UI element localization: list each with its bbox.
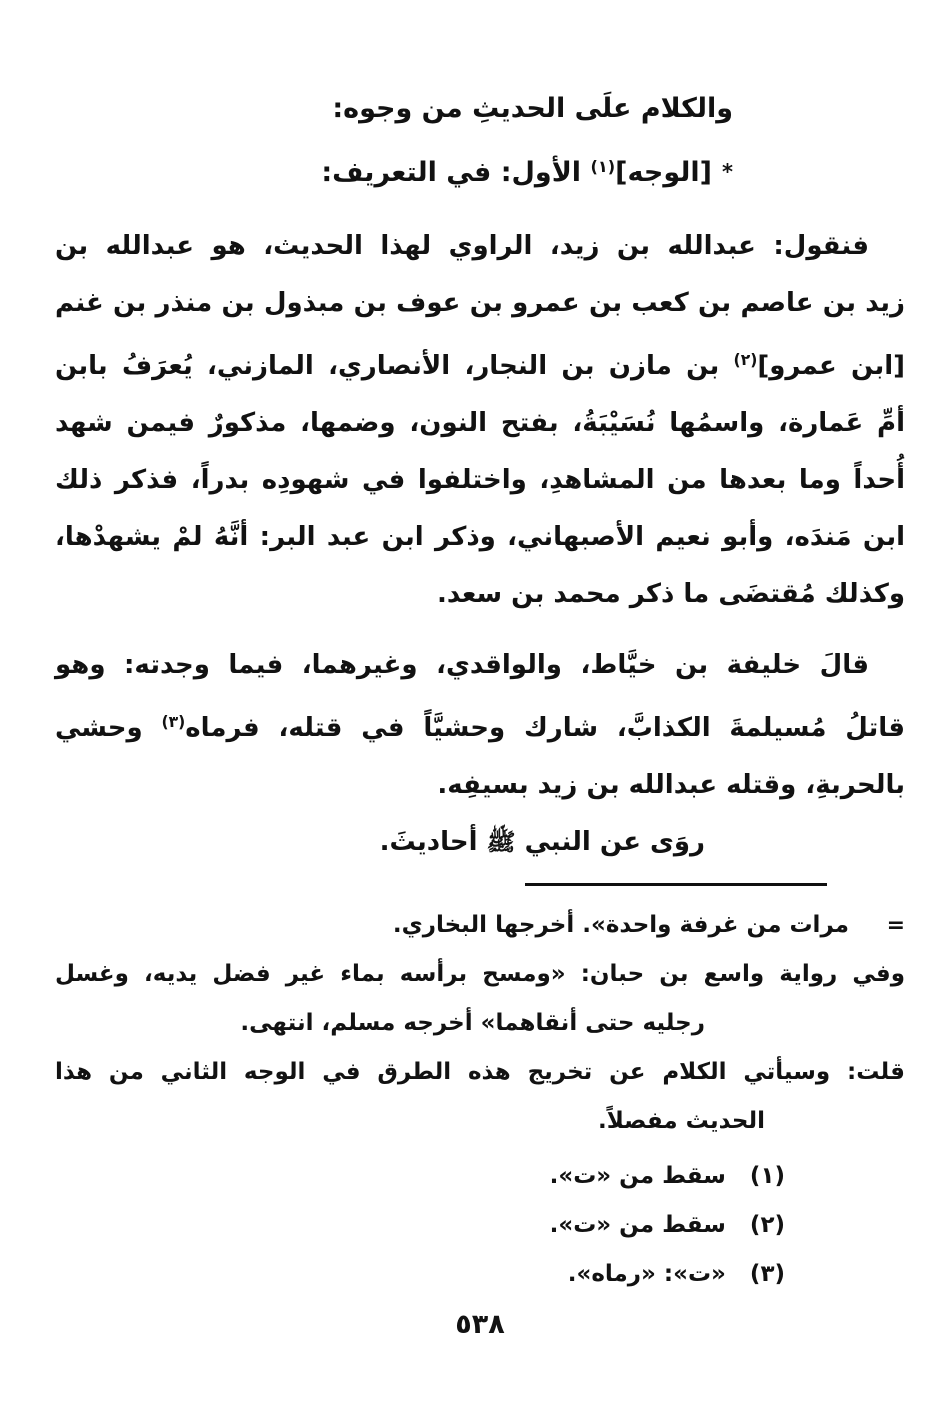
footnote-number: (١) <box>749 1163 785 1189</box>
footnote-text: سقط من «ت». <box>549 1212 726 1238</box>
text-line: وكذلك مُقتضَى ما ذكر محمد بن سعد. <box>436 579 905 609</box>
text-line: أمِّ عَمارة، واسمُها نُسَيْبَةُ، بفتح النون، وضمها، مذكورٌ فيمن شهد <box>55 408 905 438</box>
heading-text: والكلام علَى الحديثِ من وجوه: <box>332 93 733 124</box>
body-text <box>55 218 905 868</box>
footnote-line: وفي رواية واسع بن حبان: «ومسح برأسه بماء غير فضل يديه، وغسل <box>55 961 905 987</box>
text-line: أُحداً وما بعدها من المشاهدِ، واختلفوا في شهودِه بدراً، فذكر ذلك <box>55 465 905 495</box>
footnote-line: الحديث مفصلاً. <box>597 1108 765 1134</box>
text-line: [ابن عمرو]$^{(٢)}$ بن مازن بن النجار، الأنصاري، المازني، يُعرَفُ بابن <box>55 351 905 381</box>
footnote-text: سقط من «ت». <box>549 1163 726 1189</box>
text-line: روَى عن النبي ﷺ أحاديثَ. <box>379 827 705 857</box>
footnote-block <box>55 950 905 1146</box>
footnote-separator <box>525 883 827 886</box>
text-line: ابن مَندَه، وأبو نعيم الأصبهاني، وذكر ابن عبد البر: أنَّهُ لمْ يشهدْها، <box>55 522 905 552</box>
numbered-footnote-row <box>55 1152 785 1201</box>
footnote-text: مرات من غرفة واحدة». أخرجها البخاري. <box>392 912 849 938</box>
numbered-footnote-row <box>55 1250 785 1299</box>
text-line: بالحربةِ، وقتله عبدالله بن زيد بسيفِه. <box>437 770 905 800</box>
continuation-marker: = <box>886 913 905 938</box>
subheading-text: [الوجه]$^{(١)}$ الأول: في التعريف: <box>321 157 713 188</box>
page-number: ٥٣٨ <box>455 1309 505 1340</box>
subsection-heading <box>55 138 733 202</box>
text-line: قالَ خليفة بن خيَّاط، والواقدي، وغيرهما، فيما وجدته: وهو <box>55 650 869 680</box>
footnote-continuation-line <box>55 901 905 950</box>
footnote-number: (٢) <box>749 1212 785 1238</box>
footnote-text: «ت»: «رماه». <box>567 1261 726 1287</box>
numbered-footnotes <box>55 1152 905 1299</box>
paragraph <box>55 218 905 623</box>
footnote-line: قلت: وسيأتي الكلام عن تخريج هذه الطرق في الوجه الثاني من هذا <box>55 1059 905 1085</box>
paragraph <box>55 637 905 814</box>
asterisk-marker: * <box>722 160 733 184</box>
paragraph <box>55 816 905 868</box>
text-line: زيد بن عاصم بن كعب بن عمرو بن عوف بن مبذول بن منذر بن غنم <box>55 288 905 318</box>
footnote-number: (٣) <box>749 1261 785 1287</box>
footnote-line: رجليه حتى أنقاهما» أخرجه مسلم، انتهى. <box>240 1010 705 1036</box>
text-line: فنقول: عبدالله بن زيد، الراوي لهذا الحديث، هو عبدالله بن <box>55 231 869 261</box>
footnotes-section <box>55 901 905 1299</box>
section-heading <box>55 80 733 138</box>
text-line: قاتلُ مُسيلمةَ الكذابَّ، شارك وحشيَّاً في قتله، فرماه$^{(٣)}$ وحشي <box>55 713 905 743</box>
numbered-footnote-row <box>55 1201 785 1250</box>
